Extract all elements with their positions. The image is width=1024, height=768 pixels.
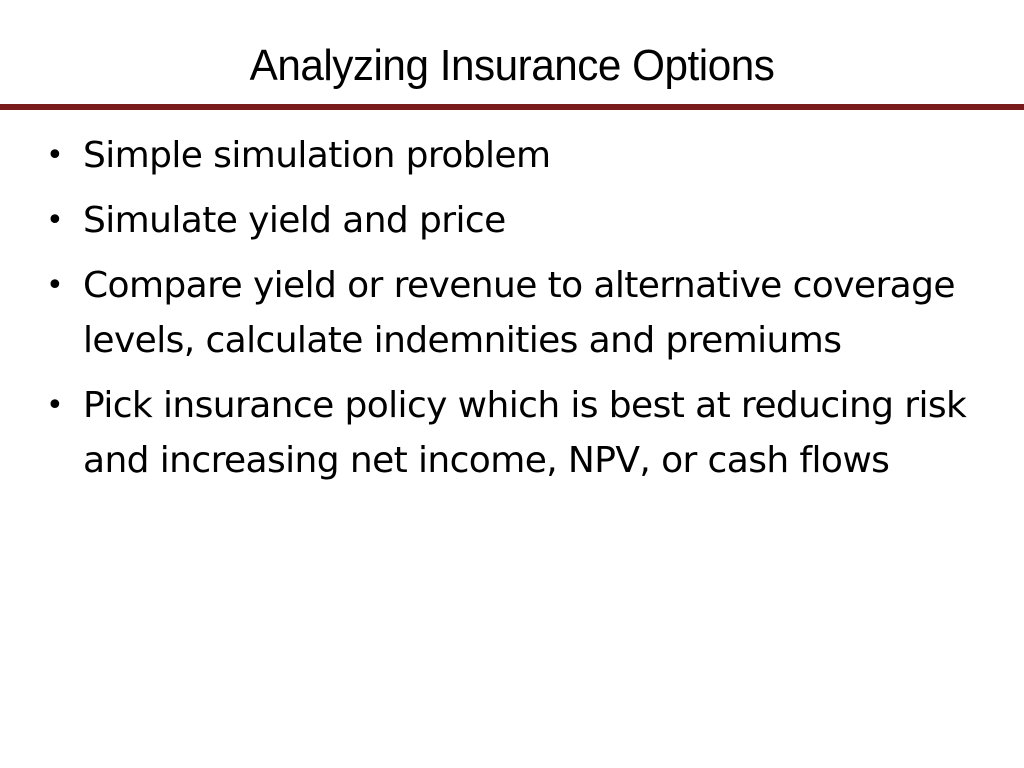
bullet-text: Pick insurance policy which is best at reducing risk and increasing net income, NPV, or cash flows: [83, 385, 967, 481]
bullet-icon: •: [46, 203, 64, 238]
list-item: [0, 128, 1024, 183]
bullet-text: Simulate yield and price: [83, 200, 506, 241]
title-divider: [0, 104, 1024, 110]
bullet-icon: •: [46, 388, 64, 423]
bullet-text: Simple simulation problem: [83, 135, 551, 176]
bullet-text: Compare yield or revenue to alternative coverage levels, calculate indemnities and premiums: [83, 265, 955, 361]
list-item: [0, 258, 1024, 368]
list-item: [0, 193, 1024, 248]
slide-title: Analyzing Insurance Options: [249, 41, 775, 90]
bullet-icon: •: [46, 138, 64, 173]
list-item: [0, 378, 1024, 488]
bullet-list: [0, 128, 1024, 498]
bullet-icon: •: [46, 268, 64, 303]
